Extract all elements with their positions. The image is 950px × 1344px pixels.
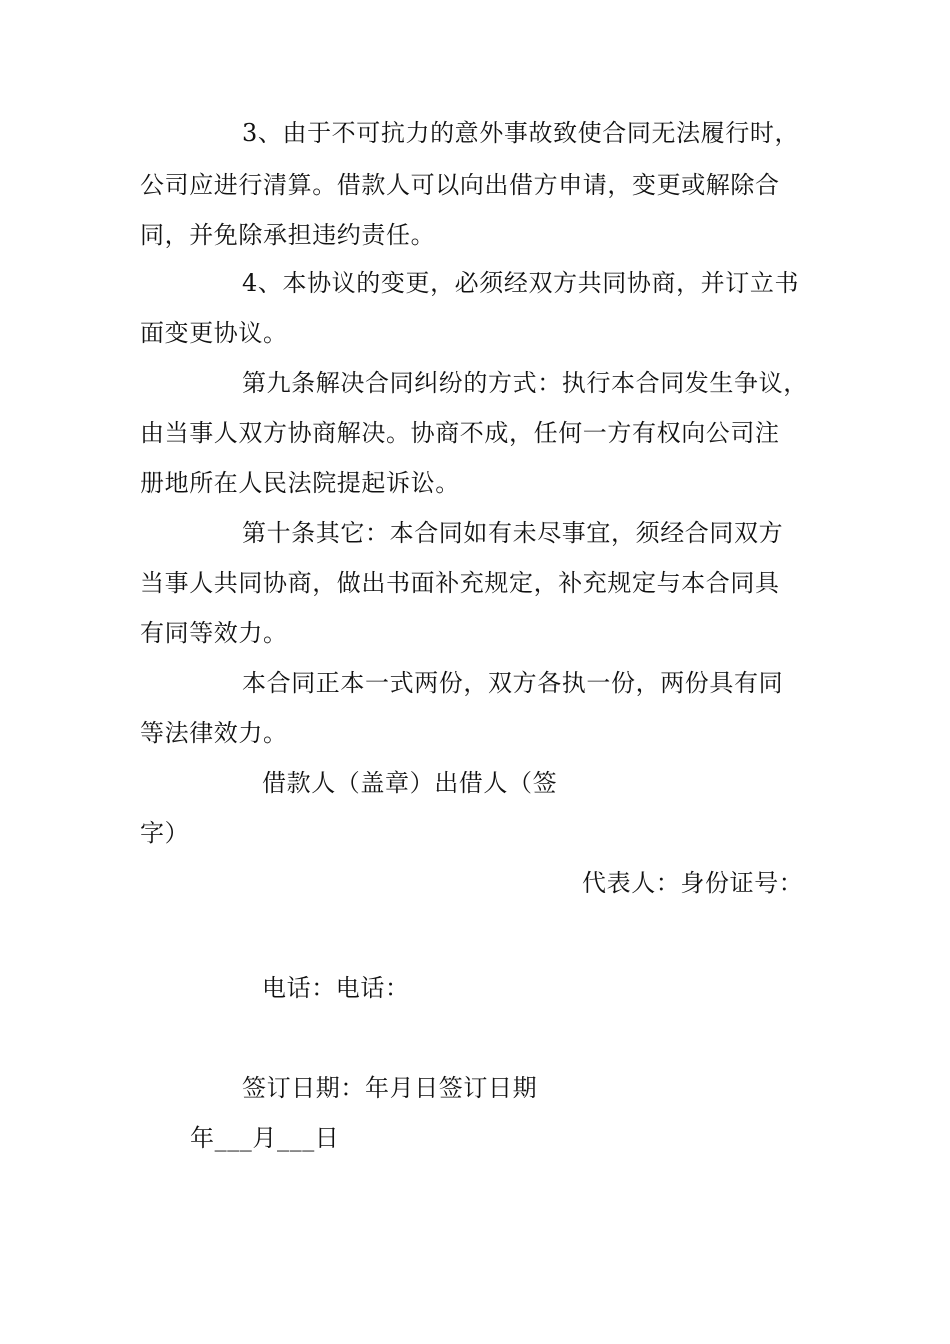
clause-4-line-1: 4、本协议的变更，必须经双方共同协商，并订立书 xyxy=(242,269,800,297)
article-10-line-1: 第十条其它：本合同如有未尽事宜，须经合同双方 xyxy=(242,519,784,547)
clause-3-line-2: 公司应进行清算。借款人可以向出借方申请，变更或解除合 xyxy=(140,171,780,199)
article-10-line-3: 有同等效力。 xyxy=(140,619,288,647)
phone-line: 电话：电话： xyxy=(262,974,410,1002)
signing-date-line-1: 签订日期：年月日签订日期 xyxy=(242,1074,538,1102)
article-9-line-3: 册地所在人民法院提起诉讼。 xyxy=(140,469,460,497)
clause-3-line-1: 3、由于不可抗力的意外事故致使合同无法履行时， xyxy=(242,119,800,147)
signing-date-line-2: 年___月___日 xyxy=(190,1124,340,1152)
article-9-line-1: 第九条解决合同纠纷的方式：执行本合同发生争议， xyxy=(242,369,808,397)
copies-line-1: 本合同正本一式两份，双方各执一份，两份具有同 xyxy=(242,669,784,697)
clause-4-line-2: 面变更协议。 xyxy=(140,319,288,347)
article-9-line-2: 由当事人双方协商解决。协商不成，任何一方有权向公司注 xyxy=(140,419,780,447)
signature-parties-line-2: 字） xyxy=(140,819,190,847)
clause-3-line-3: 同，并免除承担违约责任。 xyxy=(140,221,436,249)
copies-line-2: 等法律效力。 xyxy=(140,719,288,747)
article-10-line-2: 当事人共同协商，做出书面补充规定，补充规定与本合同具 xyxy=(140,569,780,597)
representative-id-line: 代表人：身份证号： xyxy=(582,869,804,897)
signature-parties-line-1: 借款人（盖章）出借人（签 xyxy=(262,769,558,797)
